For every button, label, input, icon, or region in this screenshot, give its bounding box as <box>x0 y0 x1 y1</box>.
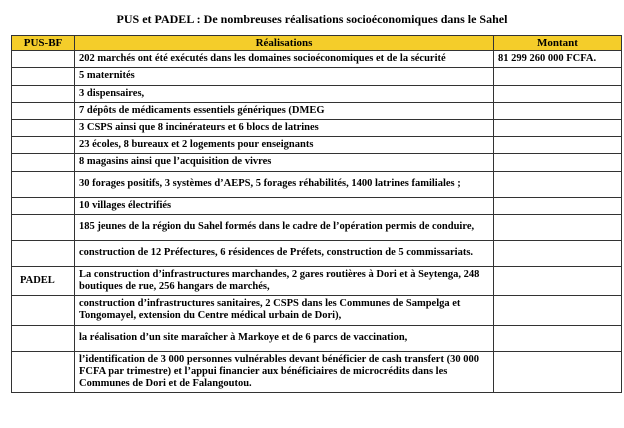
realisation-cell: 8 magasins ainsi que l’acquisition de vivres <box>75 154 494 171</box>
realisation-cell: 30 forages positifs, 3 systèmes d’AEPS, 5 forages réhabilités, 1400 latrines familiales ; <box>75 171 494 197</box>
amount-cell: 81 299 260 000 FCFA. <box>494 51 622 68</box>
table-row <box>12 325 622 351</box>
program-cell <box>12 154 75 171</box>
realisations-table <box>11 35 622 393</box>
program-cell <box>12 85 75 102</box>
table-row <box>12 351 622 393</box>
program-cell <box>12 197 75 214</box>
table-row <box>12 137 622 154</box>
program-cell <box>12 51 75 68</box>
program-cell <box>12 296 75 325</box>
amount-cell <box>494 325 622 351</box>
program-cell <box>12 137 75 154</box>
header-pus-bf: PUS-BF <box>12 36 75 51</box>
program-cell <box>12 68 75 85</box>
table-row <box>12 51 622 68</box>
amount-cell <box>494 68 622 85</box>
amount-cell <box>494 214 622 240</box>
amount-cell <box>494 171 622 197</box>
amount-cell <box>494 137 622 154</box>
table-row <box>12 240 622 266</box>
amount-cell <box>494 266 622 295</box>
realisation-cell: 5 maternités <box>75 68 494 85</box>
amount-cell <box>494 85 622 102</box>
amount-cell <box>494 351 622 393</box>
program-cell <box>12 171 75 197</box>
program-cell <box>12 214 75 240</box>
realisation-cell: 3 dispensaires, <box>75 85 494 102</box>
realisation-cell: 7 dépôts de médicaments essentiels génériques (DMEG <box>75 102 494 119</box>
table-row <box>12 102 622 119</box>
table-row <box>12 197 622 214</box>
amount-cell <box>494 154 622 171</box>
table-row <box>12 296 622 325</box>
realisation-cell: la réalisation d’un site maraîcher à Markoye et de 6 parcs de vaccination, <box>75 325 494 351</box>
realisation-cell: construction de 12 Préfectures, 6 résidences de Préfets, construction de 5 commissariats. <box>75 240 494 266</box>
amount-cell <box>494 102 622 119</box>
realisation-cell: La construction d’infrastructures marchandes, 2 gares routières à Dori et à Seytenga, 248 boutiques de rue, 256 hangars de marchés, <box>75 266 494 295</box>
program-cell <box>12 351 75 393</box>
header-realisations: Réalisations <box>75 36 494 51</box>
program-cell <box>12 325 75 351</box>
amount-cell <box>494 296 622 325</box>
amount-cell <box>494 240 622 266</box>
program-cell: PADEL <box>12 266 75 295</box>
table-header-row <box>12 36 622 51</box>
header-montant: Montant <box>494 36 622 51</box>
amount-cell <box>494 120 622 137</box>
realisation-cell: 3 CSPS ainsi que 8 incinérateurs et 6 blocs de latrines <box>75 120 494 137</box>
page-title: PUS et PADEL : De nombreuses réalisations socioéconomiques dans le Sahel <box>116 12 508 26</box>
realisation-cell: 10 villages électrifiés <box>75 197 494 214</box>
table-row <box>12 68 622 85</box>
program-cell <box>12 120 75 137</box>
program-cell <box>12 240 75 266</box>
table-row <box>12 266 622 295</box>
table-row <box>12 85 622 102</box>
realisation-cell: 185 jeunes de la région du Sahel formés dans le cadre de l’opération permis de conduire, <box>75 214 494 240</box>
program-cell <box>12 102 75 119</box>
table-row <box>12 154 622 171</box>
realisation-cell: 23 écoles, 8 bureaux et 2 logements pour enseignants <box>75 137 494 154</box>
amount-cell <box>494 197 622 214</box>
realisation-cell: construction d’infrastructures sanitaires, 2 CSPS dans les Communes de Sampelga et Tongomayel, extension du Centre médical urbain de Dori), <box>75 296 494 325</box>
table-row <box>12 171 622 197</box>
realisation-cell: 202 marchés ont été exécutés dans les domaines socioéconomiques et de la sécurité <box>75 51 494 68</box>
table-row <box>12 214 622 240</box>
table-row <box>12 120 622 137</box>
realisation-cell: l’identification de 3 000 personnes vulnérables devant bénéficier de cash transfert (30 000 FCFA par trimestre) et l’appui financier aux bénéficiaires de microcrédits dans les Communes de Dori et de Falangoutou. <box>75 351 494 393</box>
